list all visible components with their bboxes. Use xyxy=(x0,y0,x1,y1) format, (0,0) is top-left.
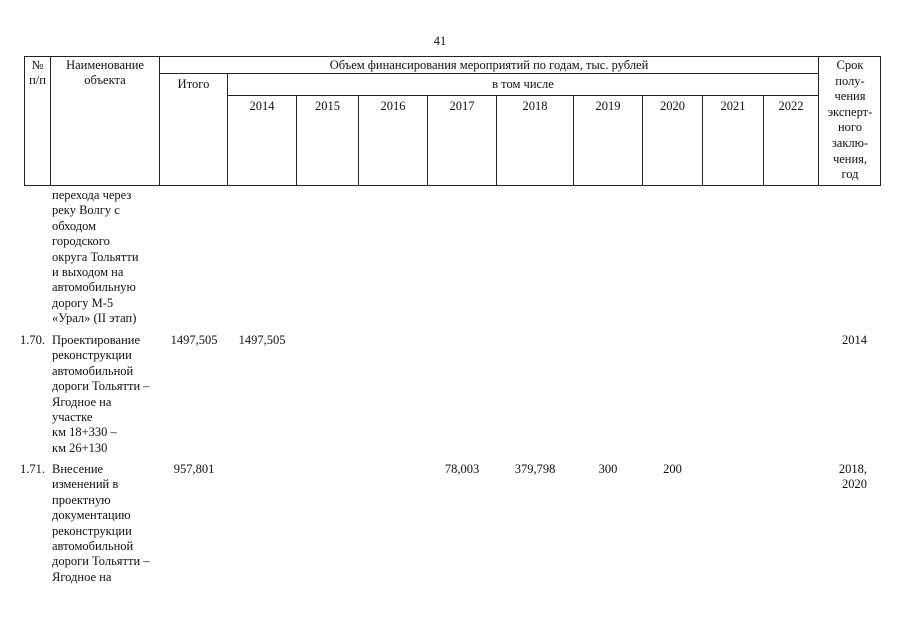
year-header: 2019 xyxy=(595,99,621,113)
year-header: 2016 xyxy=(380,99,406,113)
year-header: 2018 xyxy=(522,99,548,113)
page-number: 41 xyxy=(433,34,447,48)
col-funding-header: Объем финансирования мероприятий по годам, тыс. рублей xyxy=(329,58,649,72)
col-number-header: № п/п xyxy=(29,58,46,87)
year-header: 2021 xyxy=(720,99,746,113)
table-row-total: 1497,505 xyxy=(170,333,218,347)
table-row-term: 2014 xyxy=(842,333,867,347)
table-row-value-2018: 379,798 xyxy=(514,462,556,476)
table-row-value-2020: 200 xyxy=(663,462,682,476)
table-row-name: перехода через реку Волгу с обходом городского округа Тольятти и выходом на автомобильную дорогу М-5 «Урал» (II этап) xyxy=(52,188,139,326)
year-header: 2022 xyxy=(778,99,804,113)
table-row-name: Проектирование реконструкции автомобильной дороги Тольятти – Ягодное на участке км 18+330 – км 26+130 xyxy=(52,333,150,455)
table-header xyxy=(24,56,881,186)
col-total-header: Итого xyxy=(177,77,210,91)
table-row-number: 1.70. xyxy=(20,333,45,347)
year-header: 2014 xyxy=(249,99,275,113)
col-including-header: в том числе xyxy=(492,77,554,91)
table-row-value-2014: 1497,505 xyxy=(238,333,286,347)
table-row-name: Внесение изменений в проектную документацию реконструкции автомобильной дороги Тольятти – Ягодное на xyxy=(52,462,150,584)
year-header: 2015 xyxy=(315,99,340,113)
year-header: 2017 xyxy=(449,99,475,113)
col-term-header: Срок полу- чения эксперт- ного заклю- чения, год xyxy=(827,58,873,182)
year-header: 2020 xyxy=(660,99,685,113)
table-row-term: 2018, 2020 xyxy=(838,462,867,492)
table-row-number: 1.71. xyxy=(20,462,45,476)
col-name-header: Наименование объекта xyxy=(66,58,144,87)
table-row-value-2019: 300 xyxy=(598,462,618,476)
table-row-value-2017: 78,003 xyxy=(444,462,480,476)
table-row-total: 957,801 xyxy=(173,462,215,476)
